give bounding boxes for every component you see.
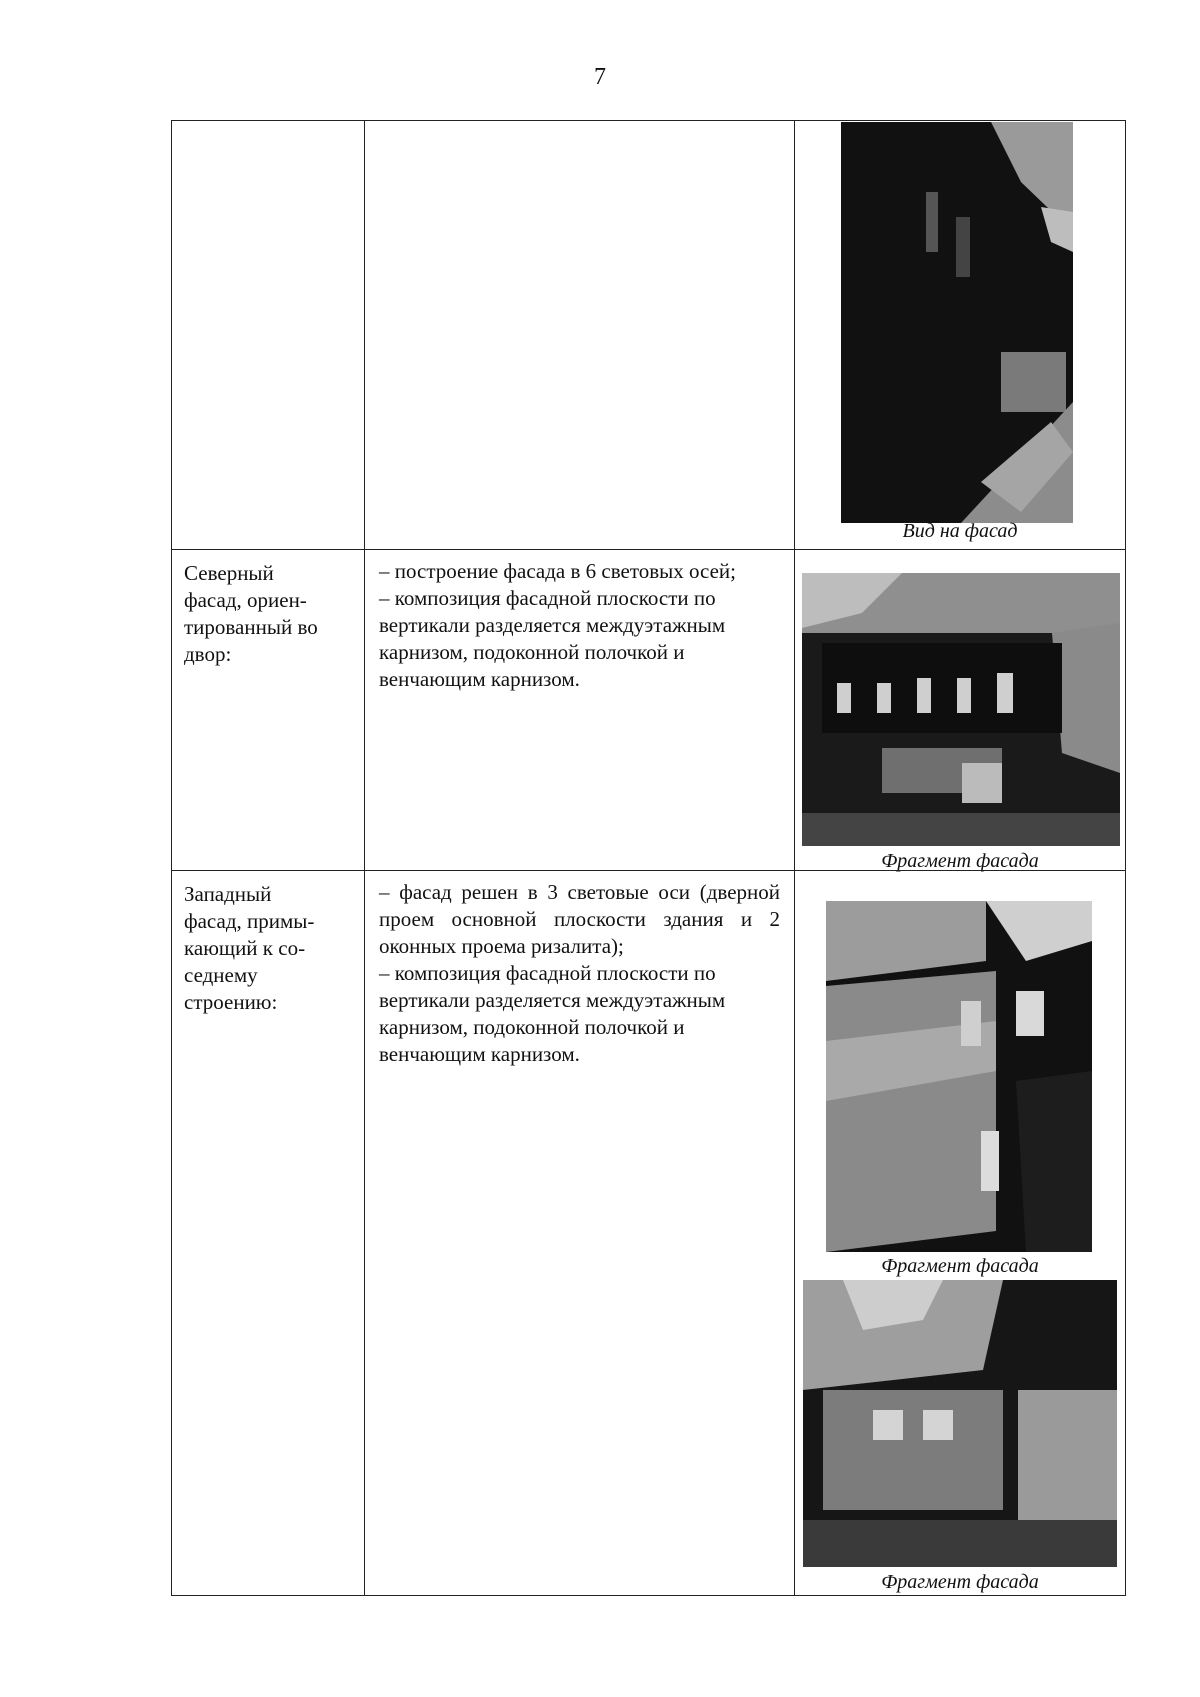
row2-label-cell [171, 549, 365, 871]
north-facade-photo [802, 573, 1120, 846]
row2-label-line3: тированный во [184, 615, 318, 639]
row1-label-cell [171, 120, 365, 550]
row1-description-cell [364, 120, 795, 550]
row3-description-cell [364, 870, 795, 1596]
north-facade-caption: Фрагмент фасада [881, 850, 1039, 872]
row2-description-cell [364, 549, 795, 871]
row2-description-item2: – композиция фасадной плоскости по вертикали разделяется междуэтажным карнизом, подоконной полочкой и венчающим карнизом. [379, 586, 726, 691]
row2-label-line2: фасад, ориен- [184, 588, 307, 612]
row3-description-item1: – фасад решен в 3 световые оси (дверной проем основной плоскости здания и 2 оконных проема ризалита); [379, 880, 780, 958]
west-facade-photo-1 [826, 901, 1092, 1252]
row3-label-cell [171, 870, 365, 1596]
facade-view-caption: Вид на фасад [902, 520, 1018, 542]
row3-label-line1: Западный [184, 882, 272, 906]
west-facade-caption-1: Фрагмент фасада [881, 1255, 1039, 1277]
row2-label-line4: двор: [184, 642, 232, 666]
page-number: 7 [594, 64, 606, 90]
row3-description-item2: – композиция фасадной плоскости по вертикали разделяется междуэтажным карнизом, подоконной полочкой и венчающим карнизом. [379, 961, 726, 1066]
row2-label-line1: Северный [184, 561, 274, 585]
row3-label-line3: кающий к со- [184, 936, 306, 960]
west-facade-caption-2: Фрагмент фасада [881, 1571, 1039, 1593]
row3-label-line4: седнему [184, 963, 258, 987]
facade-view-photo [841, 122, 1073, 523]
row3-label-line2: фасад, примы- [184, 909, 315, 933]
row3-label-line5: строению: [184, 990, 278, 1014]
west-facade-photo-2 [803, 1280, 1117, 1567]
row2-description-item1: – построение фасада в 6 световых осей; [379, 559, 736, 583]
